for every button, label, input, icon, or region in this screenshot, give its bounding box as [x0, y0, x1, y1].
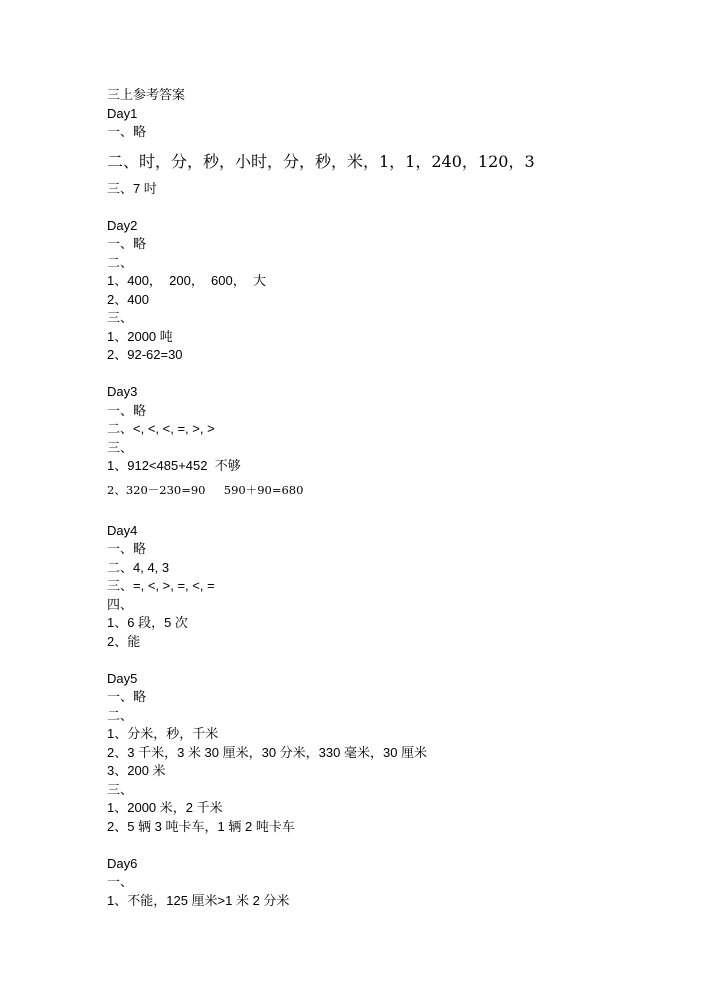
day-heading: Day3 [107, 384, 138, 399]
answer-line: 一、 [107, 874, 134, 889]
answer-line: 1、400， 200， 600， 大 [107, 273, 266, 288]
answer-line: 一、略 [107, 689, 147, 704]
answer-line: 1、分米，秒，千米 [107, 726, 219, 741]
answer-line: 2、92-62=30 [107, 347, 183, 362]
blank-line [107, 198, 667, 217]
day-heading: Day5 [107, 670, 138, 686]
blank-line [107, 500, 667, 522]
answer-line: 三、 [107, 781, 134, 797]
answer-line: 2、400 [107, 291, 149, 307]
answer-document [107, 86, 667, 910]
day-heading: Day2 [107, 217, 138, 233]
answer-line: 二、<, <, <, =, >, > [107, 421, 215, 436]
answer-line: 1、2000 吨 [107, 328, 173, 344]
day-heading: Day6 [107, 855, 138, 871]
answer-line: 一、略 [107, 124, 147, 139]
answer-line: 二、 [107, 254, 134, 270]
answer-line: 1、6 段，5 次 [107, 615, 188, 630]
answer-line: 二、时，分，秒，小时，分，秒，米，1，1，240，120，3 [107, 151, 535, 171]
answer-line: 3、200 米 [107, 763, 166, 778]
answer-line: 二、4, 4, 3 [107, 559, 170, 575]
day-heading: Day4 [107, 522, 138, 538]
answer-line: 三、7 吋 [107, 180, 157, 196]
document-title: 三上参考答案 [107, 87, 186, 102]
answer-line: 三、 [107, 439, 134, 455]
answer-line: 四、 [107, 596, 134, 612]
answer-line: 三、 [107, 310, 134, 325]
answer-line: 一、略 [107, 236, 147, 251]
answer-line: 1、2000 米，2 千米 [107, 800, 223, 815]
blank-line [107, 365, 667, 384]
blank-line [107, 836, 667, 855]
answer-line: 2、320－230=90 590＋90=680 [107, 482, 304, 497]
answer-line: 一、略 [107, 541, 147, 556]
blank-line [107, 651, 667, 670]
day-heading: Day1 [107, 105, 138, 121]
answer-line: 2、5 辆 3 吨卡车，1 辆 2 吨卡车 [107, 818, 295, 834]
answer-line: 1、912<485+452 不够 [107, 458, 241, 473]
answer-line: 一、略 [107, 402, 147, 418]
answer-line: 二、 [107, 707, 134, 723]
answer-line: 1、不能，125 厘米>1 米 2 分米 [107, 892, 290, 908]
answer-line: 三、=, <, >, =, <, = [107, 578, 215, 593]
answer-line: 2、3 千米，3 米 30 厘米，30 分米，330 毫米，30 厘米 [107, 744, 428, 760]
answer-line: 2、能 [107, 633, 141, 649]
